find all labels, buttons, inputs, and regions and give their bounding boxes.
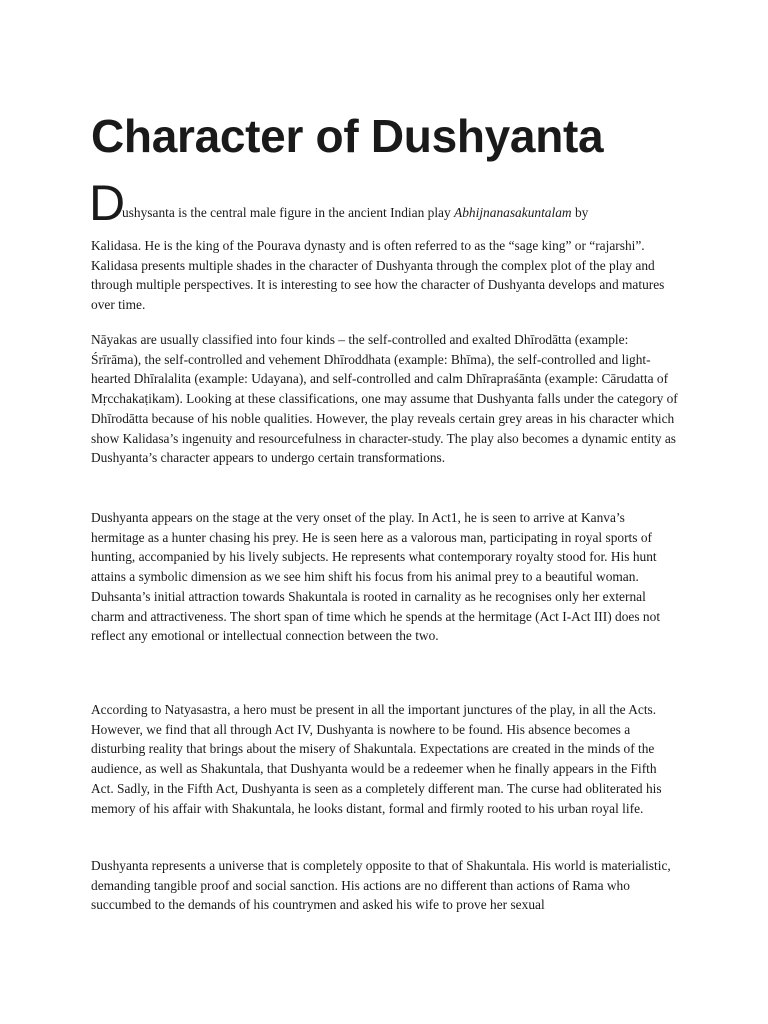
paragraph-5: Dushyanta represents a universe that is completely opposite to that of Shakuntala. His world is materialistic, demanding tangible proof and social sanction. His actions are no different than actions of Rama who succumbed to the demands of his countrymen and asked his wife to prove her sexual xyxy=(91,858,671,913)
intro-text-after: by xyxy=(571,205,589,220)
paragraph-4: According to Natyasastra, a hero must be present in all the important junctures of the play, in all the Acts. However, we find that all through Act IV, Dushyanta is nowhere to be found. His absence becomes a disturbing reality that brings about the misery of Shakuntala. Expectations are created in the minds of the audience, as well as Shakuntala, that Dushyanta would be a redeemer when he finally appears in the Fifth Act. Sadly, in the Fifth Act, Dushyanta is seen as a completely different man. The curse had obliterated his memory of his affair with Shakuntala, he looks distant, formal and firmly rooted to his urban royal life. xyxy=(91,702,662,816)
drop-cap: D xyxy=(89,175,126,231)
intro-line xyxy=(89,175,681,231)
page-title: Character of Dushyanta xyxy=(91,110,604,162)
paragraph-3: Dushyanta appears on the stage at the very onset of the play. In Act1, he is seen to arrive at Kanva’s hermitage as a hunter chasing his prey. He is seen here as a valorous man, participating in royal sports of hunting, accompanied by his lively subjects. He represents what contemporary royalty stood for. His hunt attains a symbolic dimension as we see him shift his focus from his animal prey to a beautiful woman. Duhsanta’s initial attraction towards Shakuntala is rooted in carnality as he recognises only her external charm and attractiveness. The short span of time which he spends at the hermitage (Act I-Act III) does not reflect any emotional or intellectual connection between the two. xyxy=(91,510,661,644)
paragraph-2: Nāyakas are usually classified into four kinds – the self-controlled and exalted Dhīrodātta (example: Śrīrāma), the self-controlled and vehement Dhīroddhata (example: Bhīma), the self-controlled and light-hearted Dhīralalita (example: Udayana), and self-controlled and calm Dhīrapraśānta (example: Cārudatta of Mṛcchakaṭikam). Looking at these classifications, one may assume that Dushyanta falls under the category of Dhīrodātta because of his noble qualities. However, the play reveals certain grey areas in his character which show Kalidasa’s ingenuity and resourcefulness in character-study. The play also becomes a dynamic entity as Dushyanta’s character appears to undergo certain transformations. xyxy=(91,332,678,466)
play-title-italic: Abhijnanasakuntalam xyxy=(454,205,572,220)
intro-text-before: ushysanta is the central male figure in the ancient Indian play xyxy=(122,205,455,220)
paragraph-1: Kalidasa. He is the king of the Pourava dynasty and is often referred to as the “sage king” or “rajarshi”. Kalidasa presents multiple shades in the character of Dushyanta through the complex plot of the play and through multiple perspectives. It is interesting to see how the character of Dushyanta develops and matures over time. xyxy=(91,238,665,313)
intro-text xyxy=(122,203,588,223)
